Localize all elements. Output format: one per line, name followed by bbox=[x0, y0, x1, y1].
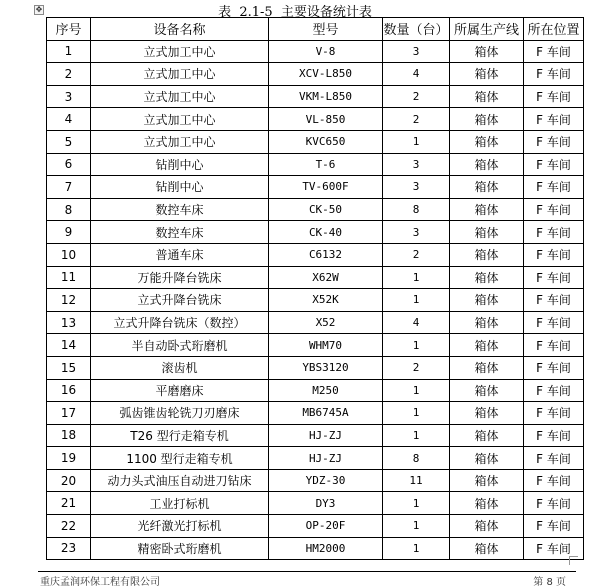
footer-company: 重庆孟润环保工程有限公司 bbox=[40, 577, 160, 588]
table-row bbox=[47, 221, 584, 244]
header-cell: 所在位置 bbox=[524, 18, 584, 41]
table-row bbox=[47, 176, 584, 199]
equipment-table bbox=[46, 17, 584, 560]
model-cell: HJ-ZJ bbox=[269, 424, 383, 447]
table-row bbox=[47, 63, 584, 86]
quantity-cell: 1 bbox=[383, 266, 450, 289]
quantity-cell: 2 bbox=[383, 243, 450, 266]
location-cell: F 车间 bbox=[524, 130, 584, 153]
row-index-cell: 6 bbox=[47, 153, 91, 176]
production-line-cell: 箱体 bbox=[450, 63, 524, 86]
equipment-name-cell: 精密卧式珩磨机 bbox=[91, 537, 269, 560]
header-cell: 设备名称 bbox=[91, 18, 269, 41]
equipment-name-cell: 立式加工中心 bbox=[91, 40, 269, 63]
row-index-cell: 3 bbox=[47, 85, 91, 108]
location-cell: F 车间 bbox=[524, 492, 584, 515]
quantity-cell: 1 bbox=[383, 379, 450, 402]
equipment-name-cell: 1100 型行走箱专机 bbox=[91, 447, 269, 470]
location-cell: F 车间 bbox=[524, 176, 584, 199]
table-row bbox=[47, 243, 584, 266]
model-cell: YDZ-30 bbox=[269, 469, 383, 492]
quantity-cell: 1 bbox=[383, 334, 450, 357]
equipment-name-cell: 立式加工中心 bbox=[91, 108, 269, 131]
production-line-cell: 箱体 bbox=[450, 289, 524, 312]
header-cell: 序号 bbox=[47, 18, 91, 41]
location-cell: F 车间 bbox=[524, 243, 584, 266]
model-cell: WHM70 bbox=[269, 334, 383, 357]
row-index-cell: 15 bbox=[47, 356, 91, 379]
footer-divider bbox=[38, 571, 576, 572]
location-cell: F 车间 bbox=[524, 356, 584, 379]
location-cell: F 车间 bbox=[524, 108, 584, 131]
quantity-cell: 3 bbox=[383, 221, 450, 244]
table-row bbox=[47, 85, 584, 108]
row-index-cell: 4 bbox=[47, 108, 91, 131]
equipment-name-cell: 万能升降台铣床 bbox=[91, 266, 269, 289]
quantity-cell: 2 bbox=[383, 356, 450, 379]
equipment-name-cell: 半自动卧式珩磨机 bbox=[91, 334, 269, 357]
table-row bbox=[47, 266, 584, 289]
production-line-cell: 箱体 bbox=[450, 266, 524, 289]
production-line-cell: 箱体 bbox=[450, 537, 524, 560]
location-cell: F 车间 bbox=[524, 379, 584, 402]
equipment-name-cell: 动力头式油压自动进刀钻床 bbox=[91, 469, 269, 492]
quantity-cell: 1 bbox=[383, 515, 450, 538]
row-index-cell: 11 bbox=[47, 266, 91, 289]
row-index-cell: 21 bbox=[47, 492, 91, 515]
table-row bbox=[47, 492, 584, 515]
table-row bbox=[47, 40, 584, 63]
location-cell: F 车间 bbox=[524, 221, 584, 244]
location-cell: F 车间 bbox=[524, 198, 584, 221]
model-cell: T-6 bbox=[269, 153, 383, 176]
quantity-cell: 1 bbox=[383, 130, 450, 153]
model-cell: VL-850 bbox=[269, 108, 383, 131]
table-row bbox=[47, 379, 584, 402]
table-caption: 表 2.1-5 主要设备统计表 bbox=[218, 5, 372, 20]
footer-page-number: 第 8 页 bbox=[533, 577, 566, 588]
model-cell: HJ-ZJ bbox=[269, 447, 383, 470]
table-move-handle-icon[interactable]: ✥ bbox=[35, 5, 43, 14]
model-cell: TV-600F bbox=[269, 176, 383, 199]
quantity-cell: 4 bbox=[383, 311, 450, 334]
row-index-cell: 16 bbox=[47, 379, 91, 402]
equipment-name-cell: 弧齿锥齿轮铣刀刃磨床 bbox=[91, 402, 269, 425]
table-row bbox=[47, 537, 584, 560]
quantity-cell: 3 bbox=[383, 40, 450, 63]
quantity-cell: 1 bbox=[383, 289, 450, 312]
production-line-cell: 箱体 bbox=[450, 402, 524, 425]
production-line-cell: 箱体 bbox=[450, 356, 524, 379]
location-cell: F 车间 bbox=[524, 334, 584, 357]
model-cell: HM2000 bbox=[269, 537, 383, 560]
model-cell: YBS3120 bbox=[269, 356, 383, 379]
equipment-name-cell: 立式升降台铣床（数控） bbox=[91, 311, 269, 334]
row-index-cell: 7 bbox=[47, 176, 91, 199]
row-index-cell: 19 bbox=[47, 447, 91, 470]
row-index-cell: 17 bbox=[47, 402, 91, 425]
equipment-name-cell: 光纤激光打标机 bbox=[91, 515, 269, 538]
table-row bbox=[47, 289, 584, 312]
model-cell: DY3 bbox=[269, 492, 383, 515]
quantity-cell: 4 bbox=[383, 63, 450, 86]
production-line-cell: 箱体 bbox=[450, 492, 524, 515]
location-cell: F 车间 bbox=[524, 447, 584, 470]
equipment-name-cell: 平磨磨床 bbox=[91, 379, 269, 402]
equipment-name-cell: 立式升降台铣床 bbox=[91, 289, 269, 312]
equipment-name-cell: 滚齿机 bbox=[91, 356, 269, 379]
location-cell: F 车间 bbox=[524, 537, 584, 560]
row-index-cell: 8 bbox=[47, 198, 91, 221]
table-row bbox=[47, 356, 584, 379]
production-line-cell: 箱体 bbox=[450, 447, 524, 470]
production-line-cell: 箱体 bbox=[450, 221, 524, 244]
production-line-cell: 箱体 bbox=[450, 469, 524, 492]
quantity-cell: 1 bbox=[383, 537, 450, 560]
quantity-cell: 11 bbox=[383, 469, 450, 492]
production-line-cell: 箱体 bbox=[450, 243, 524, 266]
production-line-cell: 箱体 bbox=[450, 85, 524, 108]
model-cell: C6132 bbox=[269, 243, 383, 266]
model-cell: KVC650 bbox=[269, 130, 383, 153]
production-line-cell: 箱体 bbox=[450, 40, 524, 63]
location-cell: F 车间 bbox=[524, 40, 584, 63]
model-cell: MB6745A bbox=[269, 402, 383, 425]
production-line-cell: 箱体 bbox=[450, 515, 524, 538]
quantity-cell: 2 bbox=[383, 108, 450, 131]
model-cell: X52K bbox=[269, 289, 383, 312]
equipment-name-cell: 工业打标机 bbox=[91, 492, 269, 515]
production-line-cell: 箱体 bbox=[450, 198, 524, 221]
row-index-cell: 18 bbox=[47, 424, 91, 447]
header-cell: 所属生产线 bbox=[450, 18, 524, 41]
quantity-cell: 3 bbox=[383, 176, 450, 199]
page-corner-mark bbox=[569, 556, 578, 565]
production-line-cell: 箱体 bbox=[450, 424, 524, 447]
model-cell: OP-20F bbox=[269, 515, 383, 538]
row-index-cell: 14 bbox=[47, 334, 91, 357]
quantity-cell: 1 bbox=[383, 402, 450, 425]
location-cell: F 车间 bbox=[524, 469, 584, 492]
location-cell: F 车间 bbox=[524, 311, 584, 334]
table-row bbox=[47, 108, 584, 131]
quantity-cell: 1 bbox=[383, 492, 450, 515]
production-line-cell: 箱体 bbox=[450, 379, 524, 402]
row-index-cell: 20 bbox=[47, 469, 91, 492]
equipment-name-cell: 立式加工中心 bbox=[91, 63, 269, 86]
equipment-name-cell: 普通车床 bbox=[91, 243, 269, 266]
model-cell: X62W bbox=[269, 266, 383, 289]
location-cell: F 车间 bbox=[524, 63, 584, 86]
row-index-cell: 10 bbox=[47, 243, 91, 266]
table-body bbox=[47, 40, 584, 560]
model-cell: VKM-L850 bbox=[269, 85, 383, 108]
table-row bbox=[47, 334, 584, 357]
table-row bbox=[47, 198, 584, 221]
production-line-cell: 箱体 bbox=[450, 176, 524, 199]
table-row bbox=[47, 424, 584, 447]
model-cell: CK-40 bbox=[269, 221, 383, 244]
model-cell: CK-50 bbox=[269, 198, 383, 221]
quantity-cell: 1 bbox=[383, 424, 450, 447]
equipment-name-cell: 数控车床 bbox=[91, 198, 269, 221]
quantity-cell: 3 bbox=[383, 153, 450, 176]
table-row bbox=[47, 515, 584, 538]
model-cell: X52 bbox=[269, 311, 383, 334]
production-line-cell: 箱体 bbox=[450, 108, 524, 131]
location-cell: F 车间 bbox=[524, 85, 584, 108]
row-index-cell: 9 bbox=[47, 221, 91, 244]
production-line-cell: 箱体 bbox=[450, 130, 524, 153]
equipment-name-cell: 数控车床 bbox=[91, 221, 269, 244]
location-cell: F 车间 bbox=[524, 515, 584, 538]
model-cell: XCV-L850 bbox=[269, 63, 383, 86]
row-index-cell: 1 bbox=[47, 40, 91, 63]
row-index-cell: 23 bbox=[47, 537, 91, 560]
location-cell: F 车间 bbox=[524, 289, 584, 312]
quantity-cell: 8 bbox=[383, 447, 450, 470]
equipment-name-cell: 钻削中心 bbox=[91, 153, 269, 176]
table-header-row bbox=[47, 18, 584, 41]
equipment-name-cell: 立式加工中心 bbox=[91, 130, 269, 153]
table-row bbox=[47, 469, 584, 492]
table-row bbox=[47, 447, 584, 470]
row-index-cell: 5 bbox=[47, 130, 91, 153]
table-row bbox=[47, 130, 584, 153]
production-line-cell: 箱体 bbox=[450, 311, 524, 334]
model-cell: M250 bbox=[269, 379, 383, 402]
location-cell: F 车间 bbox=[524, 424, 584, 447]
quantity-cell: 8 bbox=[383, 198, 450, 221]
production-line-cell: 箱体 bbox=[450, 153, 524, 176]
table-row bbox=[47, 153, 584, 176]
row-index-cell: 2 bbox=[47, 63, 91, 86]
table-row bbox=[47, 311, 584, 334]
row-index-cell: 12 bbox=[47, 289, 91, 312]
row-index-cell: 13 bbox=[47, 311, 91, 334]
production-line-cell: 箱体 bbox=[450, 334, 524, 357]
equipment-name-cell: 钻削中心 bbox=[91, 176, 269, 199]
header-cell: 型号 bbox=[269, 18, 383, 41]
model-cell: V-8 bbox=[269, 40, 383, 63]
header-cell: 数量（台） bbox=[383, 18, 450, 41]
quantity-cell: 2 bbox=[383, 85, 450, 108]
table-row bbox=[47, 402, 584, 425]
row-index-cell: 22 bbox=[47, 515, 91, 538]
location-cell: F 车间 bbox=[524, 402, 584, 425]
equipment-name-cell: 立式加工中心 bbox=[91, 85, 269, 108]
location-cell: F 车间 bbox=[524, 266, 584, 289]
equipment-name-cell: T26 型行走箱专机 bbox=[91, 424, 269, 447]
location-cell: F 车间 bbox=[524, 153, 584, 176]
